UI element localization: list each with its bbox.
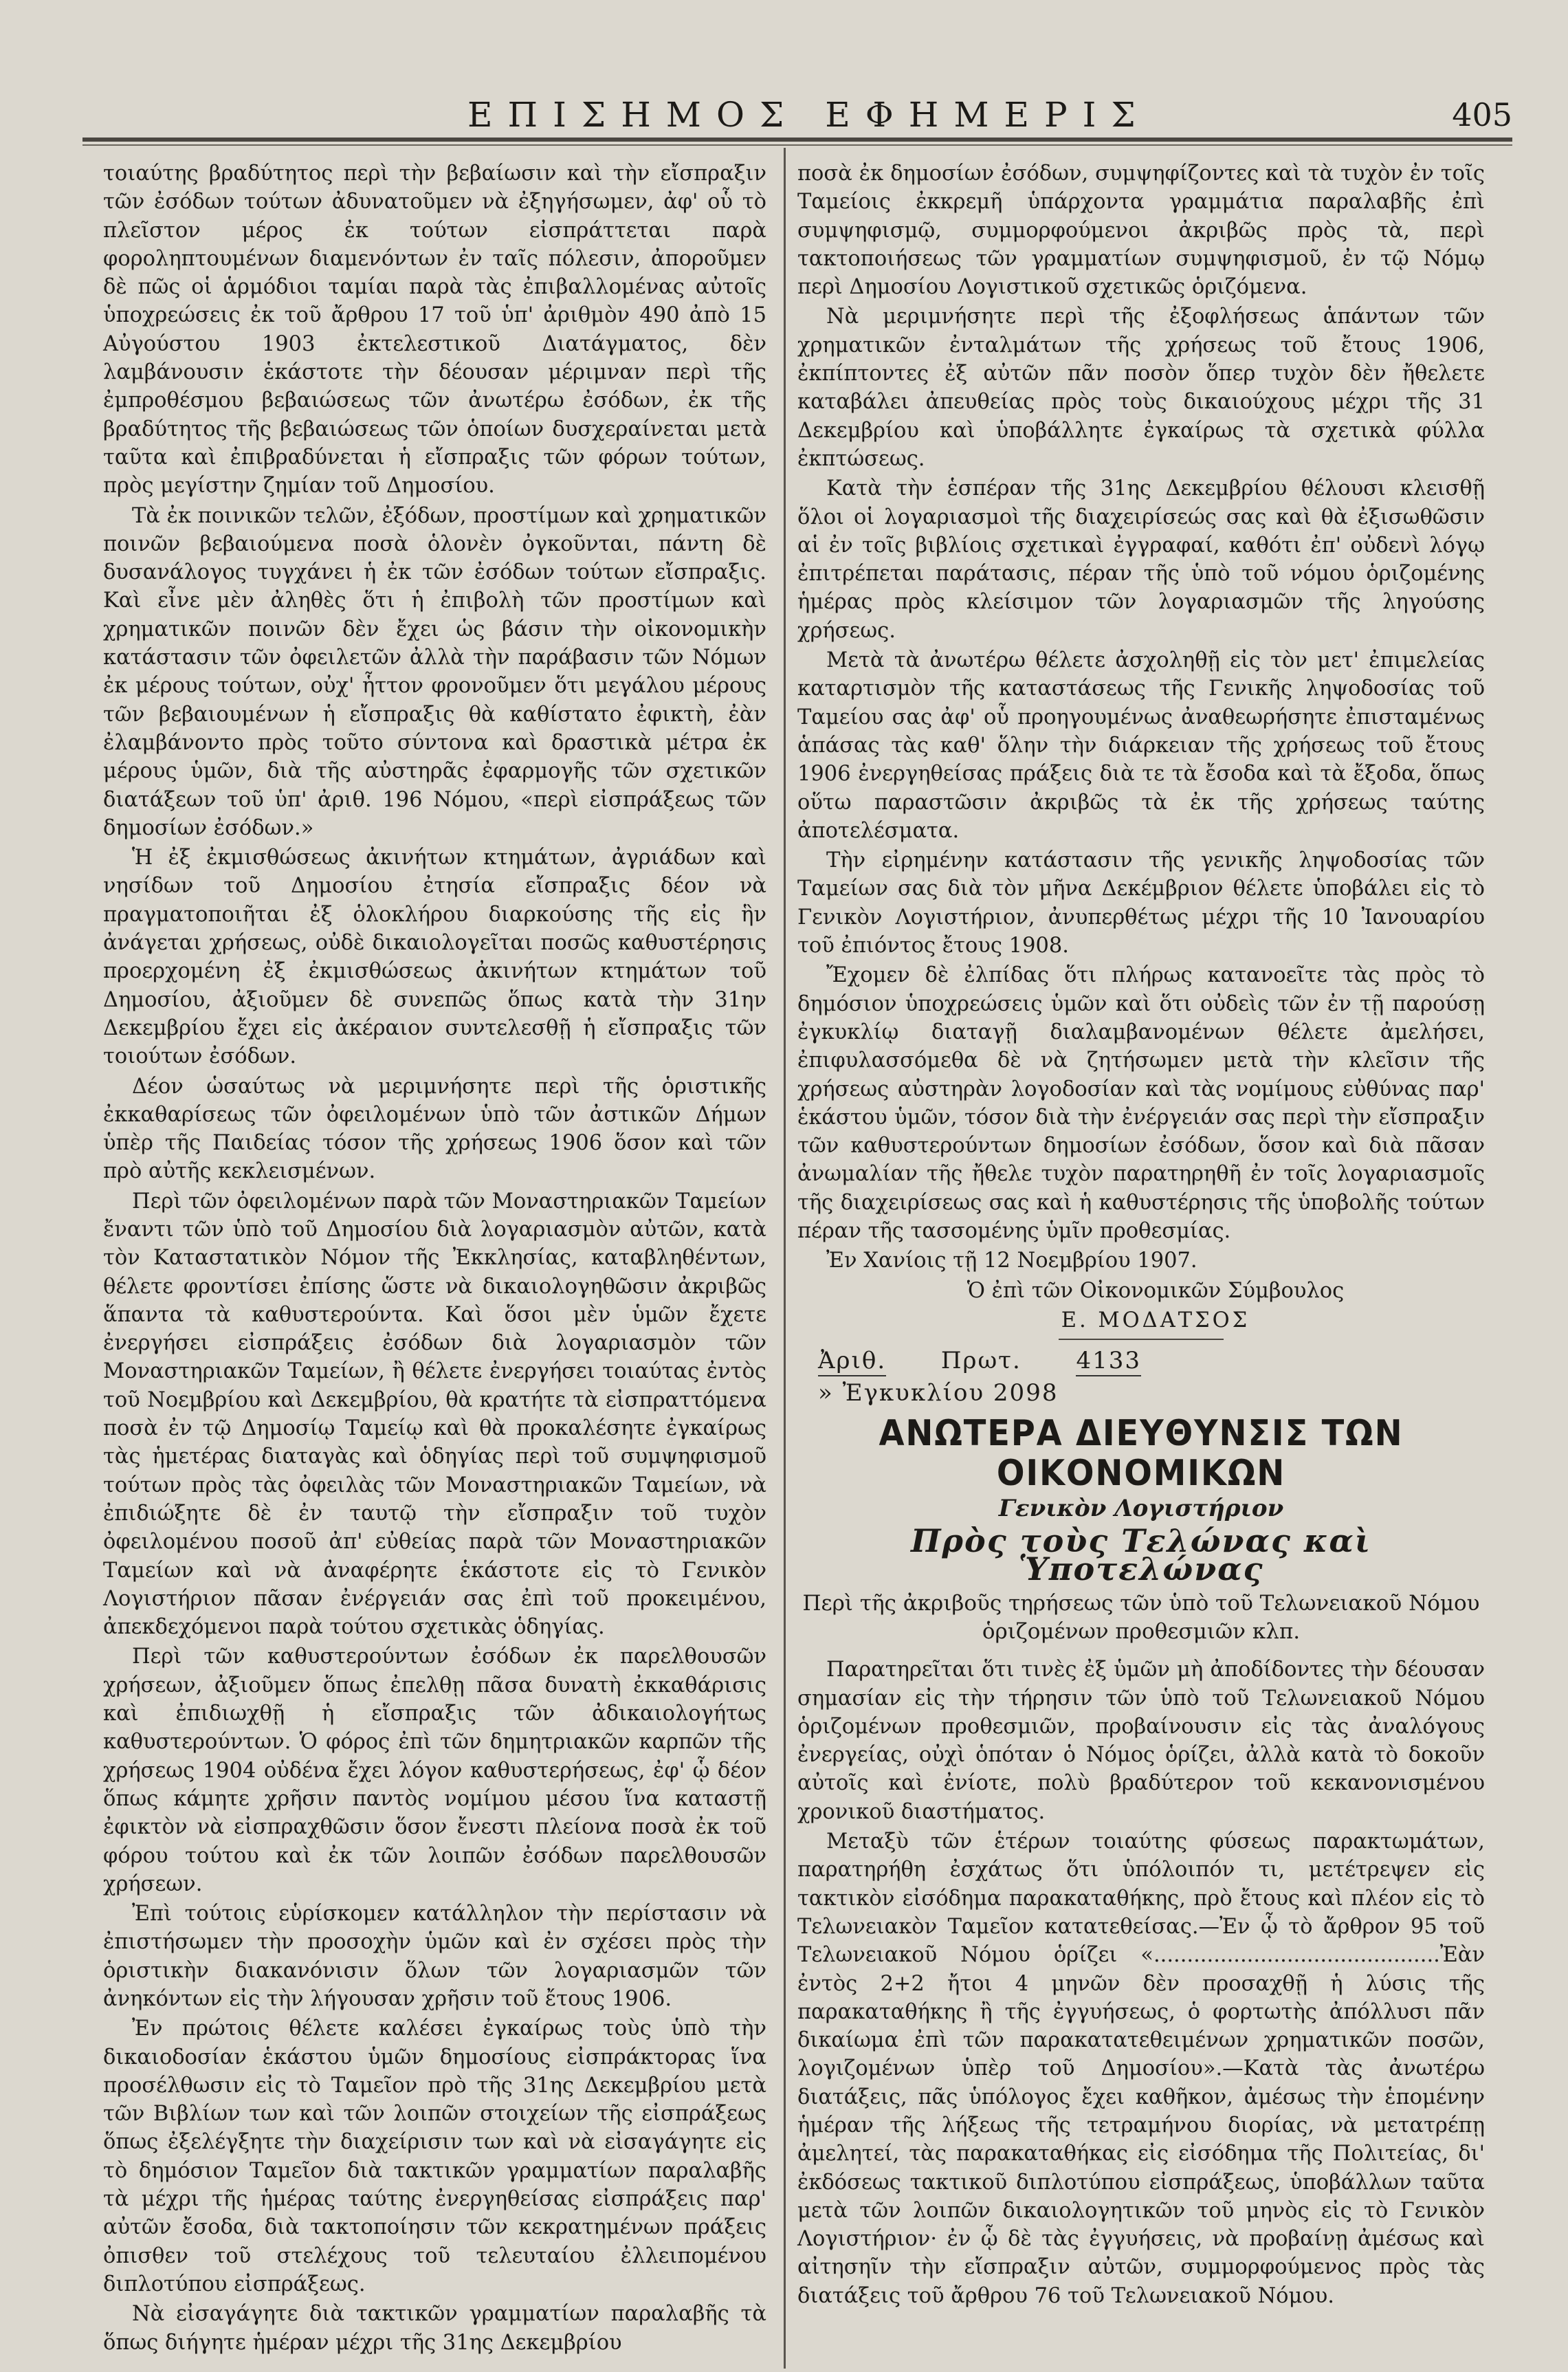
signature-place-date: Ἐν Χανίοις τῇ 12 Νοεμβρίου 1907. (826, 1249, 1197, 1273)
right-column (797, 160, 1485, 2311)
paragraph: Περὶ τῶν καθυστερούντων ἐσόδων ἐκ παρελθουσῶν χρήσεων, ἀξιοῦμεν ὅπως ἐπελθῃ πᾶσα δυνατὴ ἐκκαθάρισις καὶ ἐπιδιωχθῇ ἡ εἴσπραξις τῶν ἀδικαιολογήτως καθυστερούντων. Ὁ φόρος ἐπὶ τῶν δημητριακῶν καρπῶν τῆς χρήσεως 1904 οὐδένα ἔχει λόγον καθυστερήσεως, ἐφ' ᾧ δέον ὅπως κάμητε χρῆσιν παντὸς νομίμου μέσου ἵνα καταστῇ ἐφικτὸν νὰ εἰσπραχθῶσιν ὅσον ἔνεστι πλείονα ποσὰ ἐκ τοῦ φόρου τούτου καὶ ἐκ τῶν λοιπῶν ἐσόδων παρελθουσῶν χρήσεων. (103, 1645, 766, 1896)
page-number: 405 (1452, 96, 1512, 133)
paragraph: Ἔχομεν δὲ ἐλπίδας ὅτι πλήρως κατανοεῖτε τὰς πρὸς τὸ δημόσιον ὑποχρεώσεις ὑμῶν καὶ ὅτι οὐδεὶς τῶν ἐν τῇ παρούσῃ ἐγκυκλίῳ διαταγῇ διαλαμβανομένων θέλετε ἀμελήσει, ἐπιφυλασσόμεθα δὲ νὰ ζητήσωμεν μετὰ τὴν κλεῖσιν τῆς χρήσεως αὐστηρὰν λογοδοσίαν καὶ τὰς νομίμους εὐθύνας παρ' ἑκάστου ὑμῶν, τόσον διὰ τὴν ἐνέργειάν σας περὶ τὴν εἴσπραξιν τῶν καθυστερούντων δημοσίων ἐσόδων, ὅσον καὶ διὰ πᾶσαν ἀνωμαλίαν τῆς ἤθελε τυχὸν παρατηρηθῆ ἐν τοῖς λογαριασμοῖς τῆς διαχειρίσεως σας καὶ ἡ καθυστέρησις τῆς ὑποβολῆς τούτων πέραν τῆς τασσομένης ὑμῖν προθεσμίας. (797, 963, 1485, 1243)
circular-topic: Περὶ τῆς ἀκριβοῦς τηρήσεως τῶν ὑπὸ τοῦ Τελωνειακοῦ Νόμου ὁριζομένων προθεσμιῶν κλπ. (802, 1590, 1480, 1644)
paragraph: Δέον ὡσαύτως νὰ μεριμνήσητε περὶ τῆς ὁριστικῆς ἐκκαθαρίσεως τῶν ὀφειλομένων ὑπὸ τῶν ἀστικῶν Δήμων ὑπὲρ τῆς Παιδείας τόσον τῆς χρήσεως 1906 ὅσον καὶ τῶν πρὸ αὐτῆς κεκλεισμένων. (103, 1074, 766, 1184)
arith-label: Ἀριθ. (818, 1347, 886, 1376)
column-divider (784, 148, 786, 2369)
paragraph: Τὰ ἐκ ποινικῶν τελῶν, ἐξόδων, προστίμων καὶ χρηματικῶν ποινῶν βεβαιούμενα ποσὰ ὁλονὲν ὀγκοῦνται, πάντη δὲ δυσανάλογος τυγχάνει ἡ ἐκ τῶν ἐσόδων τούτων εἴσπραξις. Καὶ εἶνε μὲν ἀληθὲς ὅτι ἡ ἐπιβολὴ τῶν προστίμων καὶ χρηματικῶν ποινῶν δὲν ἔχει ὡς βάσιν τὴν οἰκονομικὴν κατάστασιν τῶν ὀφειλετῶν ἀλλὰ τὴν παράβασιν τῶν Νόμων ἐκ μέρους τούτων, οὐχ' ἧττον φρονοῦμεν ὅτι μεγάλου μέρους τῶν βεβαιουμένων ἡ εἴσπραξις θὰ καθίστατο ἐφικτὴ, ἐὰν ἐλαμβάνοντο πρὸς τοῦτο σύντονα καὶ δραστικὰ μέτρα ἐκ μέρους ὑμῶν, διὰ τῆς αὐστηρᾶς ἐφαρμογῆς τῶν σχετικῶν διατάξεων τοῦ ὑπ' ἀριθ. 196 Νόμου, «περὶ εἰσπράξεως τῶν δημοσίων ἐσόδων.» (103, 503, 766, 840)
prot-number: 4133 (1076, 1347, 1141, 1376)
paragraph: Ἡ ἐξ ἐκμισθώσεως ἀκινήτων κτημάτων, ἀγριάδων καὶ νησίδων τοῦ Δημοσίου ἐτησία εἴσπραξις δέον νὰ πραγματοποιῆται ἐξ ὁλοκλήρου διαρκούσης τῆς εἰς ἣν ἀνάγεται χρήσεως, οὐδὲ δικαιολογεῖται ποσῶς καθυστέρησις προερχομένη ἐξ ἐκμισθώσεως ἀκινήτων κτημάτων τοῦ Δημοσίου, ἀξιοῦμεν δὲ συνεπῶς ὅπως κατὰ τὴν 31ην Δεκεμβρίου ἔχει εἰς ἀκέραιον συντελεσθῇ ἡ εἴσπραξις τῶν τοιούτων ἐσόδων. (103, 846, 766, 1069)
left-column (103, 160, 766, 2358)
circular-heading: ΑΝΩΤΕΡΑ ΔΙΕΥΘΥΝΣΙΣ ΤΩΝ ΟΙΚΟΝΟΜΙΚΩΝ (879, 1412, 1404, 1494)
circular-addressee: Πρὸς τοὺς Τελώνας καὶ Ὑποτελώνας (910, 1522, 1372, 1588)
paragraph: Νὰ εἰσαγάγητε διὰ τακτικῶν γραμματίων παραλαβῆς τὰ ὅπως διήγητε ἡμέραν μέχρι τῆς 31ης Δεκεμβρίου (103, 2302, 766, 2355)
prot-label: Πρωτ. (940, 1347, 1022, 1375)
signature-title: Ὁ ἐπὶ τῶν Οἰκονομικῶν Σύμβουλος (967, 1278, 1345, 1303)
paragraph: Νὰ μεριμνήσητε περὶ τῆς ἐξοφλήσεως ἁπάντων τῶν χρηματικῶν ἐνταλμάτων τῆς χρήσεως τοῦ ἔτους 1906, ἐκπίπτοντες ἐξ αὐτῶν πᾶν ποσὸν ὅπερ τυχὸν δὲν ἤθελετε καταβάλει ἀπευθείας πρὸς τοὺς δικαιούχους μέχρι τῆς 31 Δεκεμβρίου καὶ ὑποβάλλητε ἐγκαίρως τὰ σχετικὰ φύλλα ἐκπτώσεως. (797, 305, 1485, 471)
paragraph: Μεταξὺ τῶν ἑτέρων τοιαύτης φύσεως παρακτωμάτων, παρατηρήθη ἐσχάτως ὅτι ὑπόλοιπόν τι, μετέτρεψεν εἰς τακτικὸν εἰσόδημα παρακαταθήκης, πρὸ ἔτους καὶ πλέον εἰς τὸ Τελωνειακὸν Ταμεῖον κατατεθείσας.—Ἐν ᾧ τὸ ἄρθρον 95 τοῦ Τελωνειακοῦ Νόμου ὁρίζει «...........................................Ἐὰν ἐντὸς 2+2 ἤτοι 4 μηνῶν δὲν προσαχθῇ ἡ λύσις τῆς παρακαταθήκης ἢ τῆς ἐγγυήσεως, ὁ φορτωτὴς ἀπόλλυσι πᾶν δικαίωμα ἐπὶ τῶν παρακατατεθειμένων χρηματικῶν ποσῶν, λογιζομένων ὑπὲρ τοῦ Δημοσίου».—Κατὰ τὰς ἀνωτέρω διατάξεις, πᾶς ὑπόλογος ἔχει καθῆκον, ἀμέσως τὴν ἑπομένην ἡμέραν τῆς λήξεως τῆς τετραμήνου διορίας, νὰ μετατρέπῃ ἀμελητεί, τὰς παρακαταθήκας εἰς εἰσόδημα τῆς Πολιτείας, δι' ἐκδόσεως τακτικοῦ διπλοτύπου εἰσπράξεως, ὑποβάλλων ταῦτα μετὰ τῶν λοιπῶν δικαιολογητικῶν τοῦ μηνὸς εἰς τὸ Γενικὸν Λογιστήριον· ἐν ᾧ δὲ τὰς ἐγγυήσεις, νὰ προβαίνῃ ἀμέσως καὶ αἰτησηῖν τὴν εἴσπραξιν αὐτῶν, συμμορφούμενος πρὸς τὰς διατάξεις τοῦ ἄρθρου 76 τοῦ Τελωνειακοῦ Νόμου. (797, 1830, 1485, 2308)
section-separator (1059, 1339, 1224, 1340)
paragraph: τοιαύτης βραδύτητος περὶ τὴν βεβαίωσιν καὶ τὴν εἴσπραξιν τῶν ἐσόδων τούτων ἀδυνατοῦμεν νὰ ἐξηγήσωμεν, ἀφ' οὗ τὸ πλεῖστον μέρος ἐκ τούτων εἰσπράττεται παρὰ φοροληπτουμένων διαμενόντων ἐν ταῖς πόλεσιν, ἀποροῦμεν δὲ πῶς οἱ ἁρμόδιοι ταμίαι παρὰ τὰς ἐπιβαλλομένας αὐτοῖς ὑποχρεώσεις ἐκ τοῦ ἄρθρου 17 τοῦ ὑπ' ἀριθμὸν 490 ἀπὸ 15 Αὐγούστου 1903 ἐκτελεστικοῦ Διατάγματος, δὲν λαμβάνουσιν ἑκάστοτε τὴν δέουσαν μέριμναν περὶ τῆς ἐμπροθέσμου βεβαιώσεως τῶν ἀνωτέρω ἐσόδων, ἐκ τῆς βραδύτητος τῆς βεβαιώσεως τῶν ὁποίων δυσχεραίνεται μετὰ ταῦτα καὶ ἐπιβραδύνεται ἡ εἴσπραξις τῶν φόρων τούτων, πρὸς μεγίστην ζημίαν τοῦ Δημοσίου. (103, 162, 766, 498)
protocol-number-line (818, 1347, 1141, 1376)
paragraph: Μετὰ τὰ ἀνωτέρω θέλετε ἀσχοληθῇ εἰς τὸν μετ' ἐπιμελείας καταρτισμὸν τῆς καταστάσεως τῆς Γενικῆς ληψοδοσίας τοῦ Ταμείου σας ἀφ' οὗ προηγουμένως ἀναθεωρήσητε ἐπισταμένως ἁπάσας τὰς καθ' ὅλην τὴν διάρκειαν τῆς χρήσεως τοῦ ἔτους 1906 ἐνεργηθείσας πράξεις διὰ τε τὰ ἔσοδα καὶ τὰ ἔξοδα, ὅπως οὕτω παραστῶσιν ἀκριβῶς τὰ ἐκ τῆς χρήσεως ταύτης ἀποτελέσματα. (797, 648, 1485, 843)
paragraph: Ἐν πρώτοις θέλετε καλέσει ἐγκαίρως τοὺς ὑπὸ τὴν δικαιοδοσίαν ἑκάστου ὑμῶν δημοσίους εἰσπράκτορας ἵνα προσέλθωσιν εἰς τὸ Ταμεῖον πρὸ τῆς 31ης Δεκεμβρίου μετὰ τῶν Βιβλίων των καὶ τῶν λοιπῶν στοιχείων τῆς εἰσπράξεως ὅπως ἐξελέγξητε τὴν διαχείρισιν των καὶ νὰ εἰσαγάγητε εἰς τὸ δημόσιον Ταμεῖον διὰ τακτικῶν γραμματίων παραλαβῆς τὰ μέχρι τῆς ἡμέρας ταύτης ἐνεργηθείσας εἰσπράξεις παρ' αὐτῶν ἔσοδα, διὰ τακτοποίησιν τῶν κεκρατημένων πράξεις ὀπισθεν τοῦ στελέχους τοῦ τελευταίου ἐλλειπομένου διπλοτύπου εἰσπράξεως. (103, 2017, 766, 2296)
gazette-title: ΕΠΙΣΗΜΟΣ ΕΦΗΜΕΡΙΣ (467, 95, 1151, 135)
paragraph: Ἐπὶ τούτοις εὑρίσκομεν κατάλληλον τὴν περίστασιν νὰ ἐπιστήσωμεν τὴν προσοχὴν ὑμῶν καὶ ἐν σχέσει πρὸς τὴν ὁριστικὴν διακανόνισιν ὅλων τῶν λογαριασμῶν τῶν ἀνηκόντων εἰς τὴν λήγουσαν χρῆσιν τοῦ ἔτους 1906. (103, 1902, 766, 2011)
header-rule-thin (82, 144, 1512, 146)
page-header (82, 89, 1512, 138)
paragraph: Κατὰ τὴν ἑσπέραν τῆς 31ης Δεκεμβρίου θέλουσι κλεισθῇ ὅλοι οἱ λογαριασμοὶ τῆς διαχειρίσεώς σας καὶ θὰ ἐξισωθῶσιν αἱ ἐν τοῖς βιβλίοις σχετικαὶ ἐγγραφαί, καθότι ἐπ' οὐδενὶ λόγῳ ἐπιτρέπεται παράτασις, πέραν τῆς ὑπὸ τοῦ νόμου ὁριζομένης ἡμέρας πρὸς κλείσιμον τῶν λογαριασμῶν τῆς ληγούσης χρήσεως. (797, 476, 1485, 643)
paragraph: Παρατηρεῖται ὅτι τινὲς ἐξ ὑμῶν μὴ ἀποδίδοντες τὴν δέουσαν σημασίαν εἰς τὴν τήρησιν τῶν ὑπὸ τοῦ Τελωνειακοῦ Νόμου ὁριζομένων προθεσμιῶν, προβαίνουσιν εἰς τὰς ἀναλόγους ἐνεργείας, οὐχὶ ὁπόταν ὁ Νόμος ὁρίζει, ἀλλὰ κατὰ τὸ δοκοῦν αὐτοῖς καὶ ἐνίοτε, πολὺ βραδύτερον τοῦ κεκανονισμένου χρονικοῦ διαστήματος. (797, 1658, 1485, 1824)
paragraph: Περὶ τῶν ὀφειλομένων παρὰ τῶν Μοναστηριακῶν Ταμείων ἔναντι τῶν ὑπὸ τοῦ Δημοσίου διὰ λογαριασμὸν αὐτῶν, κατὰ τὸν Καταστατικὸν Νόμον τῆς Ἐκκλησίας, καταβληθέντων, θέλετε φροντίσει ἐπίσης ὥστε νὰ δικαιολογηθῶσιν ἀκριβῶς ἅπαντα τὰ καθυστερούντα. Καὶ ὅσοι μὲν ὑμῶν ἔχετε ἐνεργήσει εἰσπράξεις ἐσόδων διὰ λογαριασμὸν τῶν Μοναστηριακῶν Ταμείων, ἢ θέλετε ἐνεργήσει τοιαύτας ἐντὸς τοῦ Νοεμβρίου καὶ Δεκεμβρίου, θὰ κρατήτε τὰ εἰσπραττόμενα ποσὰ ἐν τῷ Δημοσίῳ Ταμείῳ καὶ θὰ προκαλέσητε ἐγκαίρως τὰς ἡμετέρας διαταγὰς καὶ ὁδηγίας περὶ τοῦ συμψηφισμοῦ τούτων πρὸς τὰς ὀφειλὰς τῶν Μοναστηριακῶν Ταμείων, νὰ ἐπιδιώξητε δὲ ἐν ταυτῷ τὴν εἴσπραξιν τοῦ τυχὸν ὀφειλομένου ποσοῦ ἀπ' εὐθείας παρὰ τῶν Μοναστηριακῶν Ταμείων καὶ νὰ ἀναφέρητε ἑκάστοτε εἰς τὸ Γενικὸν Λογιστήριον πᾶσαν ἐνέργειάν σας ἐπὶ τοῦ προκειμένου, ἀπεκδεχόμενοι παρὰ τούτου σχετικὰς ὁδηγίας. (103, 1189, 766, 1640)
header-rule (82, 138, 1512, 142)
paragraph: ποσὰ ἐκ δημοσίων ἐσόδων, συμψηφίζοντες καὶ τὰ τυχὸν ἐν τοῖς Ταμείοις ἐκκρεμῆ ὑπάρχοντα γραμμάτια παραλαβῆς ἐπὶ συμψηφισμῷ, συμμορφούμενοι ἀκριβῶς πρὸς τὰ, περὶ τακτοποιήσεως τῶν γραμματίων συμψηφισμοῦ, ἐν τῷ Νόμῳ περὶ Δημοσίου Λογιστικοῦ σχετικῶς ὁριζόμενα. (797, 162, 1485, 300)
circular-subheading: Γενικὸν Λογιστήριον (998, 1494, 1284, 1522)
signature-name: Ε. ΜΟΔΑΤΣΟΣ (1061, 1308, 1250, 1332)
encyclical-number: » Ἐγκυκλίου 2098 (818, 1379, 1059, 1407)
paragraph: Τὴν εἰρημένην κατάστασιν τῆς γενικῆς ληψοδοσίας τῶν Ταμείων σας διὰ τὸν μῆνα Δεκέμβριον θέλετε ὑποβάλει εἰς τὸ Γενικὸν Λογιστήριον, ἀνυπερθέτως μέχρι τῆς 10 Ἰανουαρίου τοῦ ἐπιόντος ἔτους 1908. (797, 848, 1485, 958)
